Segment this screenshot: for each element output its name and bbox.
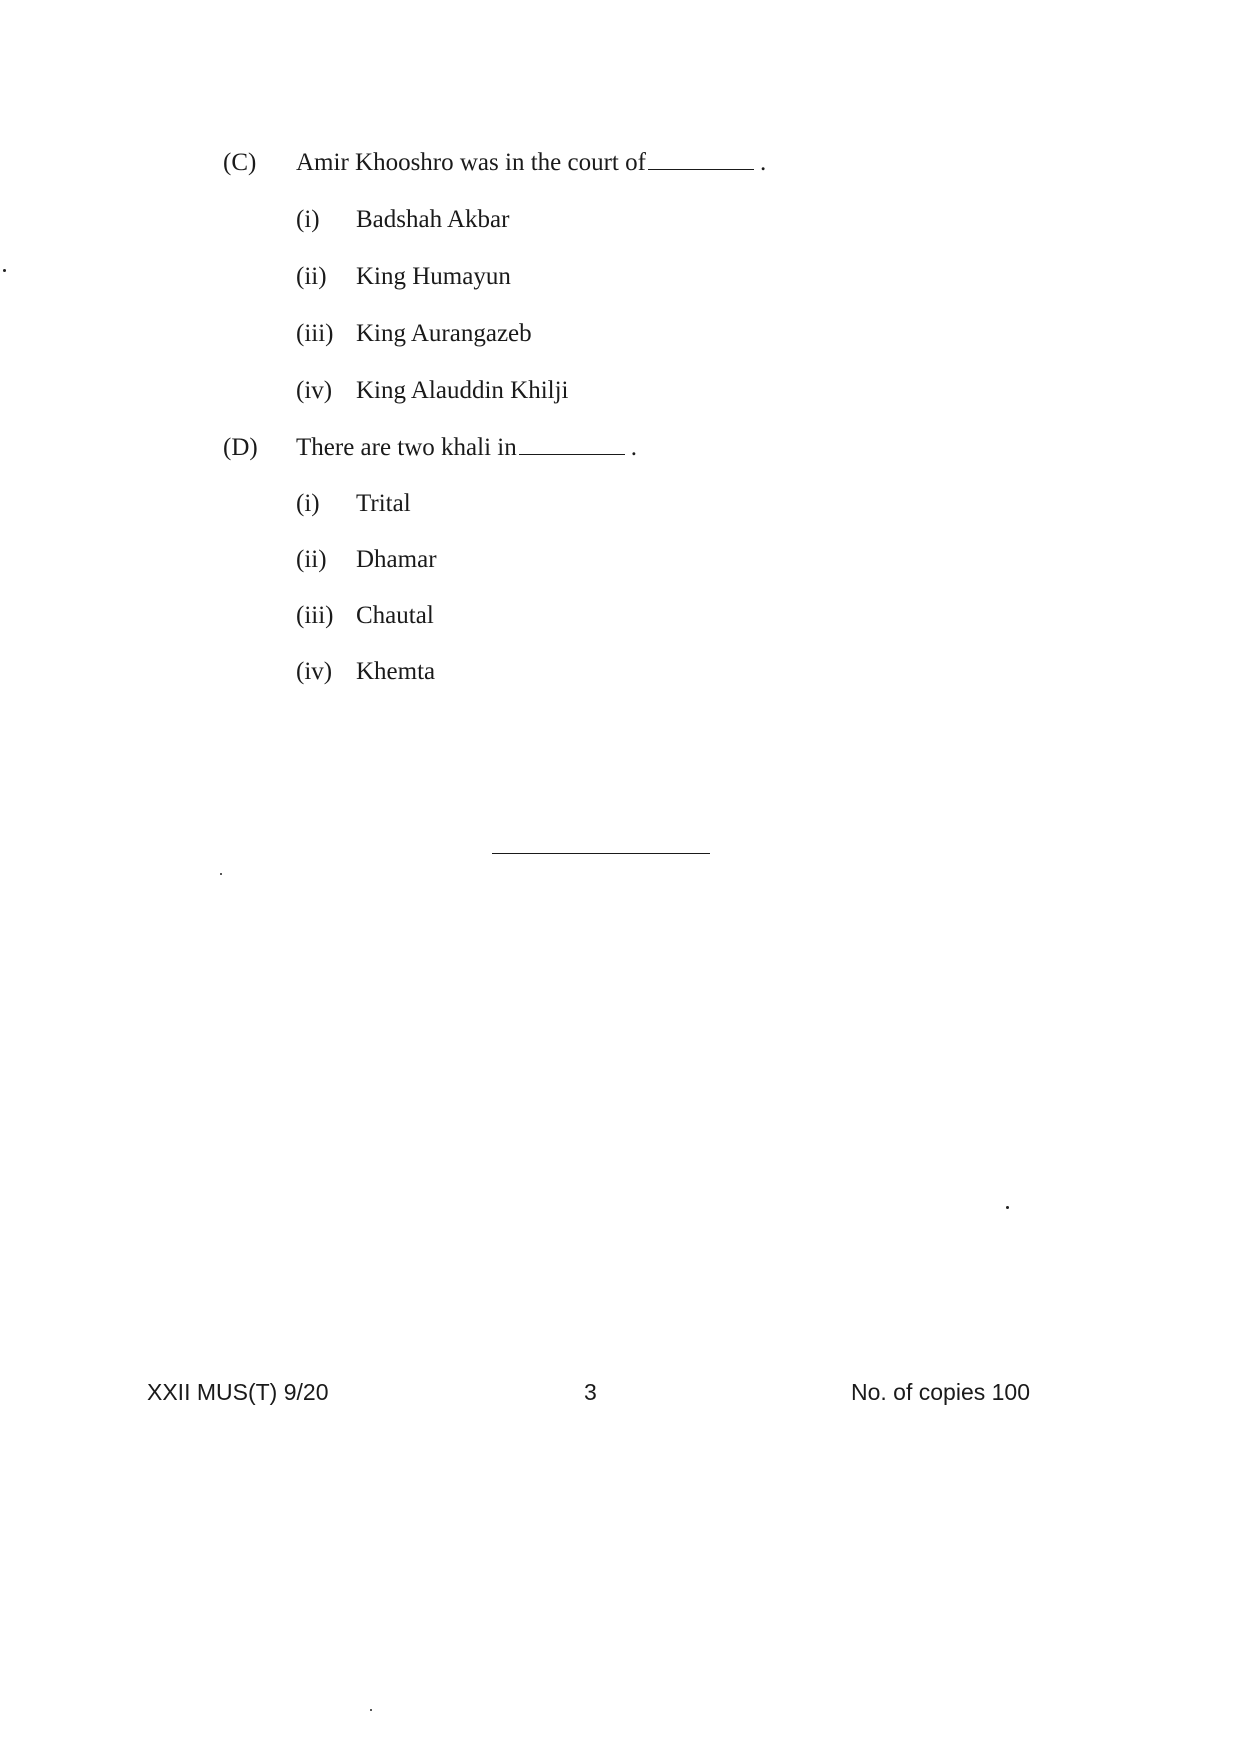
question-text: There are two khali in: [296, 434, 517, 461]
option-number: (iv): [296, 377, 333, 404]
question-label: (D): [223, 434, 258, 461]
fill-blank: [519, 434, 625, 455]
footer-paper-code: XXII MUS(T) 9/20: [147, 1379, 329, 1405]
question-period: .: [630, 434, 637, 461]
option-text: Badshah Akbar: [356, 206, 510, 233]
option-text: King Aurangazeb: [356, 320, 532, 347]
option-number: (ii): [296, 263, 327, 290]
scan-speck: [1006, 1206, 1009, 1209]
question-text: Amir Khooshro was in the court of: [296, 149, 646, 176]
option-text: Chautal: [356, 602, 434, 629]
option-number: (ii): [296, 546, 327, 573]
option-text: King Humayun: [356, 263, 511, 290]
option-item: [296, 261, 511, 293]
question-text-line: [296, 432, 637, 464]
option-number: (iv): [296, 658, 333, 685]
option-item: [296, 204, 509, 236]
option-number: (iii): [296, 320, 334, 347]
option-number: (i): [296, 206, 320, 233]
option-number: (i): [296, 490, 320, 517]
option-item: [296, 656, 435, 688]
option-item: [296, 375, 569, 407]
option-item: [296, 488, 411, 520]
question-text-line: [296, 147, 766, 179]
option-text: Dhamar: [356, 546, 437, 573]
option-number: (iii): [296, 602, 334, 629]
option-text: Trital: [356, 490, 411, 517]
footer-copies: No. of copies 100: [851, 1379, 1031, 1405]
option-text: Khemta: [356, 658, 436, 685]
scan-speck: [370, 1709, 372, 1711]
fill-blank: [648, 149, 754, 170]
footer-page-number: 3: [584, 1379, 597, 1405]
section-end-rule: [492, 853, 710, 854]
question-period: .: [759, 149, 767, 176]
option-item: [296, 600, 434, 632]
option-item: [296, 544, 437, 576]
option-item: [296, 318, 532, 350]
scan-speck: [220, 873, 222, 875]
question-label: (C): [223, 149, 257, 176]
option-text: King Alauddin Khilji: [356, 377, 569, 404]
scan-speck: [3, 269, 6, 272]
